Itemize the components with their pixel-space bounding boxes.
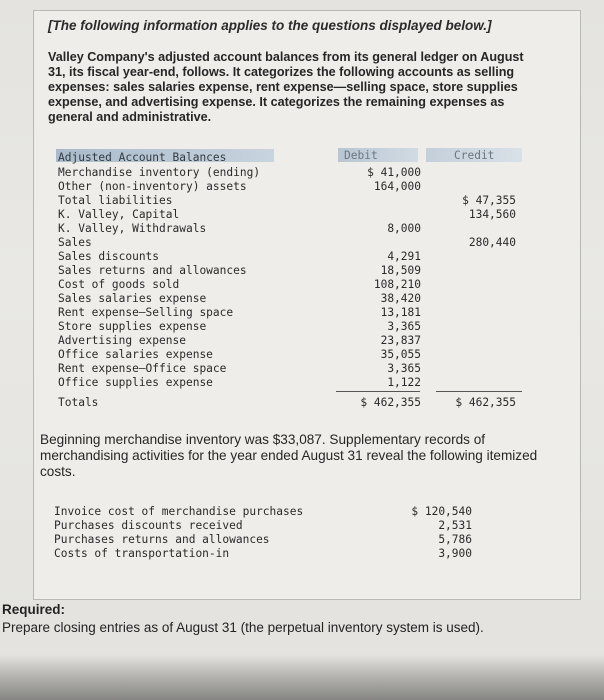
ledger-row — [56, 376, 526, 390]
account-name: Merchandise inventory (ending) — [58, 166, 261, 179]
credit-total-rule — [436, 391, 522, 392]
debit-value: $ 41,000 — [367, 166, 421, 179]
ledger-row — [56, 236, 526, 250]
ledger-header-account: Adjusted Account Balances — [58, 151, 227, 164]
purchase-label: Purchases returns and allowances — [54, 533, 270, 546]
account-name: K. Valley, Capital — [58, 208, 180, 221]
ledger-row — [56, 292, 526, 306]
ledger-row — [56, 208, 526, 222]
ledger-header-credit: Credit — [454, 149, 495, 162]
account-name: Advertising expense — [58, 334, 186, 347]
ledger-row — [56, 264, 526, 278]
debit-value: 35,055 — [380, 348, 421, 361]
purchase-row — [52, 519, 472, 533]
ledger-row — [56, 320, 526, 334]
debit-total-rule — [336, 391, 420, 392]
intro-paragraph: Valley Company's adjusted account balances from its general ledger on August 31, its fiscal year-end, follows. It categorizes the following accounts as selling expenses: sales salaries expense, rent expense—selling space, store supplies expense, and advertising expense. It categorizes the remaining expenses as general and administrative. — [48, 50, 524, 124]
debit-value: 108,210 — [373, 278, 421, 291]
debit-value: 3,365 — [387, 362, 421, 375]
credit-total: $ 462,355 — [455, 396, 516, 409]
purchase-label: Costs of transportation-in — [54, 547, 230, 560]
debit-value: 1,122 — [387, 376, 421, 389]
debit-value: 164,000 — [373, 180, 421, 193]
ledger-row — [56, 306, 526, 320]
account-name: Cost of goods sold — [58, 278, 180, 291]
credit-value: 280,440 — [468, 236, 516, 249]
debit-total: $ 462,355 — [360, 396, 421, 409]
debit-value: 23,837 — [380, 334, 421, 347]
ledger-row — [56, 222, 526, 236]
purchase-value: 2,531 — [438, 519, 472, 532]
ledger-row — [56, 348, 526, 362]
debit-value: 13,181 — [380, 306, 421, 319]
ledger-row — [56, 180, 526, 194]
ledger-row — [56, 194, 526, 208]
ledger-header-debit: Debit — [344, 149, 378, 162]
account-name: Store supplies expense — [58, 320, 207, 333]
account-name: K. Valley, Withdrawals — [58, 222, 207, 235]
ledger-totals-row — [56, 396, 526, 410]
account-name: Sales returns and allowances — [58, 264, 247, 277]
intro-heading: [The following information applies to the questions displayed below.] — [48, 18, 492, 33]
account-name: Office salaries expense — [58, 348, 213, 361]
account-name: Other (non-inventory) assets — [58, 180, 247, 193]
purchase-row — [52, 533, 472, 547]
totals-label: Totals — [58, 396, 99, 409]
purchase-label: Invoice cost of merchandise purchases — [54, 505, 304, 518]
ledger-row — [56, 334, 526, 348]
purchase-row — [52, 547, 472, 561]
purchase-value: 5,786 — [438, 533, 472, 546]
credit-value: 134,560 — [468, 208, 516, 221]
account-name: Office supplies expense — [58, 376, 213, 389]
account-name: Sales — [58, 236, 92, 249]
purchase-value: 3,900 — [438, 547, 472, 560]
debit-value: 8,000 — [387, 222, 421, 235]
account-name: Sales salaries expense — [58, 292, 207, 305]
ledger-row — [56, 166, 526, 180]
ledger-row — [56, 278, 526, 292]
account-name: Total liabilities — [58, 194, 173, 207]
account-name: Rent expense—Office space — [58, 362, 227, 375]
debit-value: 38,420 — [380, 292, 421, 305]
purchase-value: $ 120,540 — [411, 505, 472, 518]
debit-value: 18,509 — [380, 264, 421, 277]
required-heading: Required: — [2, 602, 66, 617]
required-text: Prepare closing entries as of August 31 (the perpetual inventory system is used). — [2, 620, 484, 635]
ledger-row — [56, 250, 526, 264]
debit-value: 3,365 — [387, 320, 421, 333]
ledger-row — [56, 362, 526, 376]
credit-value: $ 47,355 — [462, 194, 516, 207]
debit-value: 4,291 — [387, 250, 421, 263]
account-name: Sales discounts — [58, 250, 160, 263]
account-name: Rent expense—Selling space — [58, 306, 234, 319]
purchase-label: Purchases discounts received — [54, 519, 243, 532]
purchase-row — [52, 505, 472, 519]
bottom-shadow — [0, 655, 604, 700]
supplement-paragraph: Beginning merchandise inventory was $33,087. Supplementary records of merchandising activities for the year ended August 31 reveal the following itemized costs. — [40, 432, 538, 479]
